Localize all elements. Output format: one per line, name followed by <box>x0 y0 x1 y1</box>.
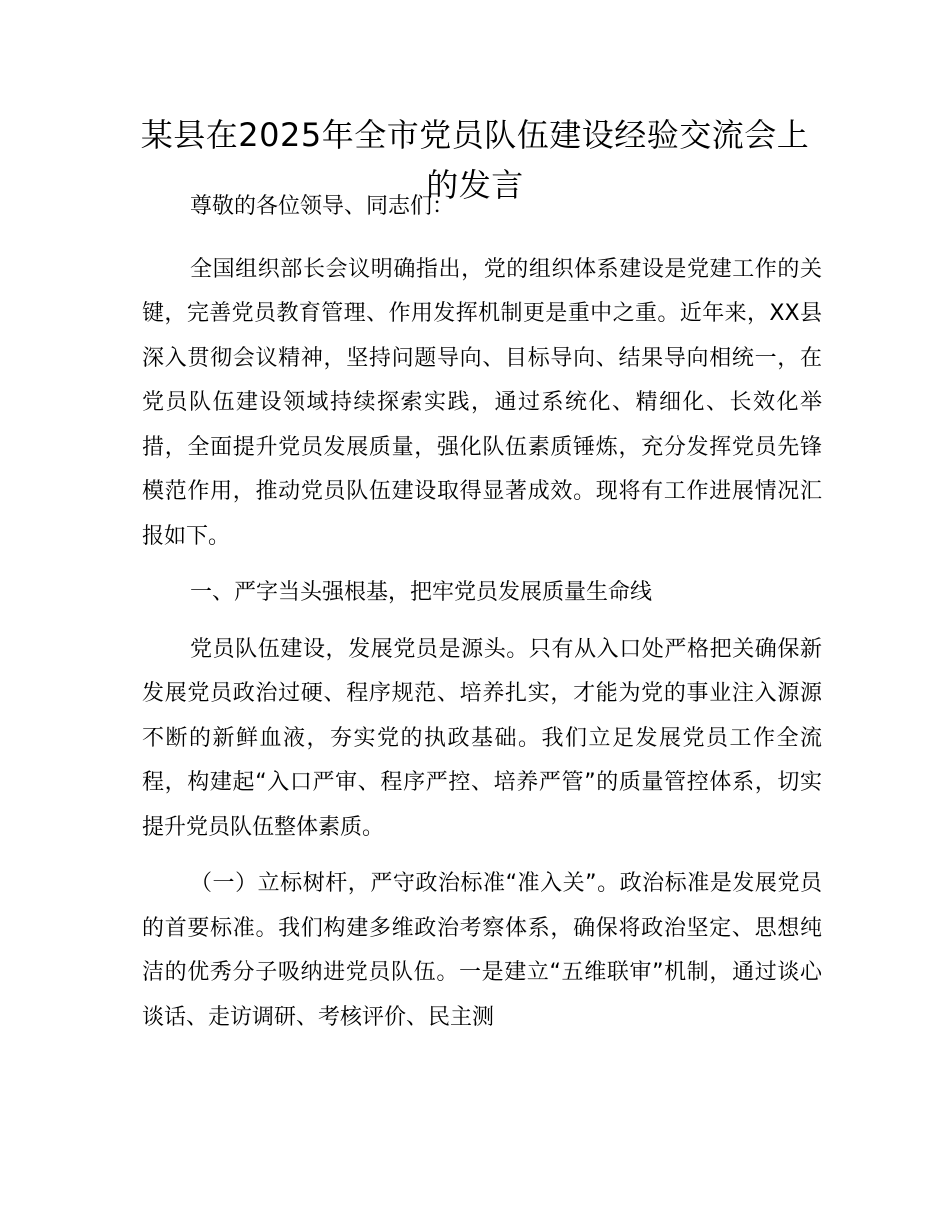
paragraph-section-1: 党员队伍建设，发展党员是源头。只有从入口处严格把关确保新发展党员政治过硬、程序规范、培养扎实，才能为党的事业注入源源不断的新鲜血液，夯实党的执政基础。我们立足发展党员工作全流程，构建起“入口严审、程序严控、培养严管”的质量管控体系，切实提升党员队伍整体素质。 <box>142 636 822 840</box>
document-title: 某县在2025年全市党员队伍建设经验交流会上的发言 <box>140 116 810 204</box>
paragraph-subsection-1: （一）立标树杆，严守政治标准“准入关”。政治标准是发展党员的首要标准。我们构建多维政治考察体系，确保将政治坚定、思想纯洁的优秀分子吸纳进党员队伍。一是建立“五维联审”机制，通过谈心谈话、走访调研、考核评价、民主测 <box>142 871 822 1030</box>
paragraph-intro: 全国组织部长会议明确指出，党的组织体系建设是党建工作的关键，完善党员教育管理、作用发挥机制更是重中之重。近年来，XX县深入贯彻会议精神，坚持问题导向、目标导向、结果导向相统一，在党员队伍建设领域持续探索实践，通过系统化、精细化、长效化举措，全面提升党员发展质量，强化队伍素质锤炼，充分发挥党员先锋模范作用，推动党员队伍建设取得显著成效。现将有工作进展情况汇报如下。 <box>142 256 822 549</box>
salutation: 尊敬的各位领导、同志们： <box>190 194 455 219</box>
document-body <box>142 185 822 1052</box>
section-heading-1: 一、严字当头强根基，把牢党员发展质量生命线 <box>190 580 653 605</box>
